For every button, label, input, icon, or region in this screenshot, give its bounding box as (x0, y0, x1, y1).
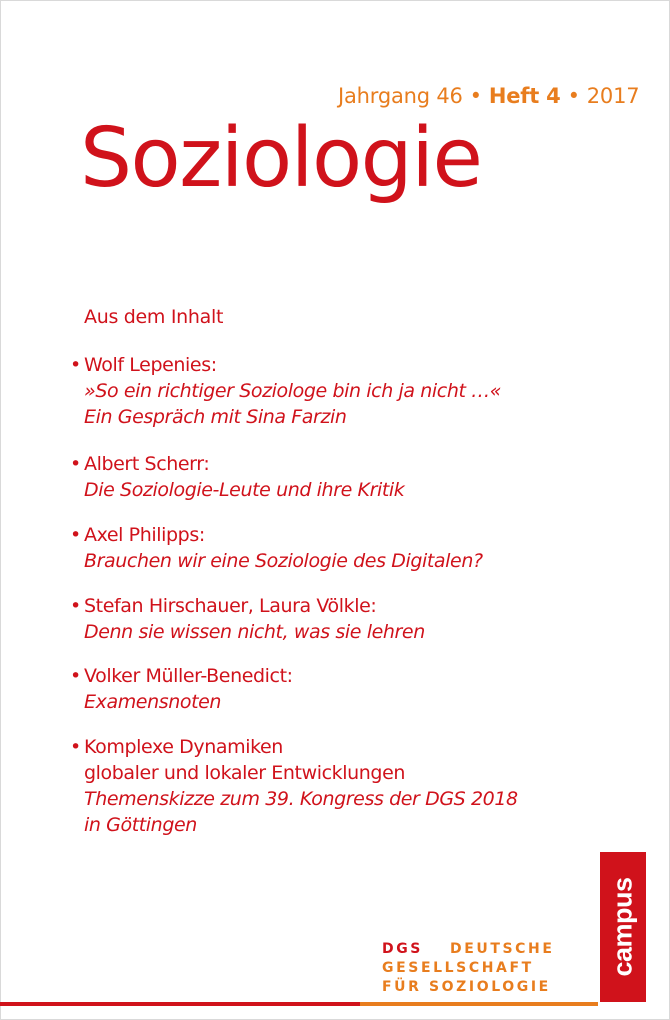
contents-entry (70, 451, 404, 503)
publisher-logo (600, 852, 646, 1002)
entry-subtitle: Themenskizze zum 39. Kongress der DGS 2018 (84, 788, 518, 810)
publisher-name: campus (607, 877, 638, 977)
entry-subtitle: Die Soziologie-Leute und ihre Kritik (84, 479, 405, 501)
entry-author: Volker Müller-Benedict: (84, 665, 293, 687)
entry-author-continued: globaler und lokaler Entwicklungen (84, 762, 406, 784)
society-abbreviation: DGS (382, 941, 423, 957)
society-name-line-3: FÜR SOZIOLOGIE (382, 979, 551, 995)
issue-separator: • (567, 84, 580, 108)
entry-author: Albert Scherr: (84, 453, 210, 475)
entry-subtitle: Brauchen wir eine Soziologie des Digitalen? (84, 550, 483, 572)
bullet: • (70, 354, 81, 376)
entry-subtitle: Examensnoten (84, 691, 222, 713)
bullet: • (70, 524, 81, 546)
contents-entry (70, 663, 293, 715)
issue-year: 2017 (586, 84, 640, 108)
issue-info (338, 84, 639, 108)
society-name-line-2: GESELLSCHAFT (382, 960, 534, 976)
entry-author: Wolf Lepenies: (84, 354, 217, 376)
entry-author: Axel Philipps: (84, 524, 205, 546)
entry-subtitle: in Göttingen (84, 814, 197, 836)
footer-bar-orange (360, 1002, 598, 1006)
contents-entry (70, 352, 501, 430)
bullet: • (70, 665, 81, 687)
bullet: • (70, 595, 81, 617)
bullet: • (70, 736, 81, 758)
entry-subtitle: Denn sie wissen nicht, was sie lehren (84, 621, 425, 643)
entry-subtitle: »So ein richtiger Soziologe bin ich ja nicht …« (84, 380, 502, 402)
entry-subtitle: Ein Gespräch mit Sina Farzin (84, 406, 347, 428)
issue-number: Heft 4 (488, 84, 561, 108)
journal-title: Soziologie (80, 111, 482, 206)
contents-heading: Aus dem Inhalt (84, 306, 224, 328)
bullet: • (70, 453, 81, 475)
entry-author: Stefan Hirschauer, Laura Völkle: (84, 595, 377, 617)
entry-author: Komplexe Dynamiken (84, 736, 283, 758)
society-name-line-1: DEUTSCHE (450, 941, 555, 957)
contents-entry (70, 522, 483, 574)
society-logo (382, 940, 582, 997)
footer-bar-red (0, 1002, 360, 1006)
contents-entry (70, 593, 425, 645)
issue-volume: Jahrgang 46 (338, 84, 463, 108)
contents-entry (70, 734, 518, 838)
issue-separator: • (469, 84, 482, 108)
